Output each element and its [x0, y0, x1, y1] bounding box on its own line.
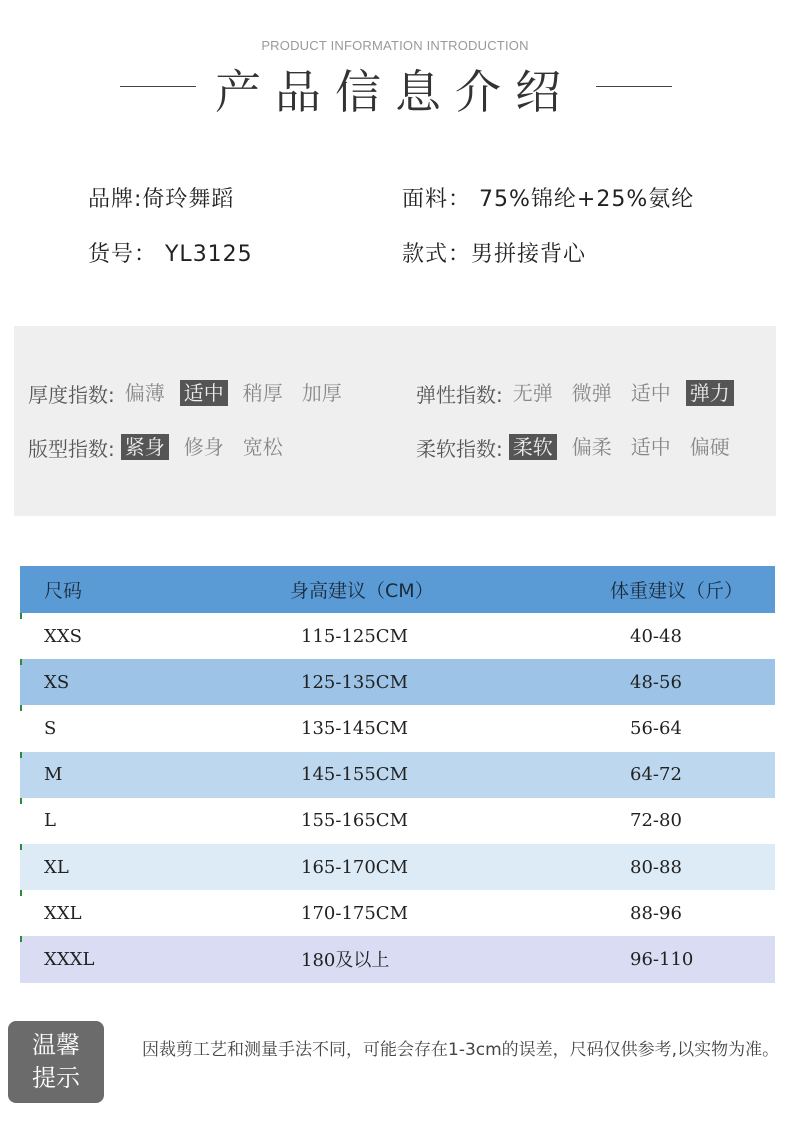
size-cell: L [44, 810, 56, 832]
size-table [20, 566, 775, 983]
style-info: 款式：男拼接背心 [402, 242, 587, 267]
rating-thickness [28, 380, 357, 406]
table-row [20, 752, 775, 798]
table-row [20, 936, 775, 982]
rating-elasticity [416, 380, 745, 406]
rating-option-selected: 适中 [180, 380, 228, 406]
height-cell: 165-170CM [301, 856, 408, 878]
height-cell: 180及以上 [301, 950, 390, 972]
cell-corner-mark [20, 613, 22, 619]
table-body [20, 613, 775, 983]
weight-cell: 96-110 [630, 948, 694, 970]
header-weight: 体重建议（斤） [610, 580, 744, 602]
header-size: 尺码 [44, 580, 83, 602]
size-cell: XL [44, 856, 69, 878]
weight-cell: 88-96 [630, 902, 682, 924]
height-cell: 170-175CM [301, 902, 408, 924]
size-cell: XS [44, 671, 70, 693]
reminder-badge [8, 1021, 104, 1103]
size-cell: XXL [44, 902, 82, 924]
rating-option: 稍厚 [242, 381, 283, 405]
size-cell: XXXL [44, 948, 95, 970]
rating-option: 偏硬 [689, 435, 730, 459]
weight-cell: 80-88 [630, 856, 682, 878]
section-subtitle: PRODUCT INFORMATION INTRODUCTION [261, 38, 529, 53]
cell-corner-mark [20, 890, 22, 896]
weight-cell: 56-64 [630, 717, 682, 739]
rating-label: 弹性指数: [416, 382, 503, 407]
rating-option: 宽松 [242, 435, 283, 459]
height-cell: 145-155CM [301, 764, 408, 786]
table-row [20, 798, 775, 844]
size-cell: XXS [44, 625, 82, 647]
cell-corner-mark [20, 844, 22, 850]
item-number-info: 货号： YL3125 [88, 242, 253, 267]
height-cell: 125-135CM [301, 671, 408, 693]
header-height: 身高建议（CM） [290, 580, 434, 602]
reminder-badge-line2: 提示 [32, 1064, 80, 1092]
table-header-row [20, 566, 775, 613]
rating-option: 修身 [183, 435, 224, 459]
height-cell: 115-125CM [301, 625, 408, 647]
rating-option: 无弹 [512, 381, 553, 405]
rating-label: 版型指数: [28, 436, 115, 461]
rating-option: 适中 [630, 435, 671, 459]
cell-corner-mark [20, 936, 22, 942]
reminder-text: 因裁剪工艺和测量手法不同，可能会存在1-3cm的误差，尺码仅供参考,以实物为准。 [142, 1040, 780, 1060]
cell-corner-mark [20, 752, 22, 758]
cell-corner-mark [20, 659, 22, 665]
rating-option-selected: 紧身 [121, 434, 169, 460]
weight-cell: 64-72 [630, 764, 682, 786]
table-row [20, 659, 775, 705]
title-divider-right [596, 86, 672, 87]
weight-cell: 72-80 [630, 810, 682, 832]
table-row [20, 705, 775, 751]
height-cell: 135-145CM [301, 717, 408, 739]
cell-corner-mark [20, 705, 22, 711]
table-row [20, 613, 775, 659]
rating-option: 加厚 [301, 381, 342, 405]
rating-label: 厚度指数: [28, 382, 115, 407]
rating-option: 微弹 [571, 381, 612, 405]
table-row [20, 890, 775, 936]
fabric-info: 面料： 75%锦纶+25%氨纶 [402, 187, 695, 212]
weight-cell: 48-56 [630, 671, 682, 693]
section-title: 产品信息介绍 [215, 65, 575, 119]
rating-option-selected: 柔软 [509, 434, 557, 460]
reminder-badge-line1: 温馨 [32, 1031, 80, 1059]
rating-fit [28, 434, 298, 460]
rating-label: 柔软指数: [416, 436, 503, 461]
rating-softness [416, 434, 745, 460]
size-cell: S [44, 717, 57, 739]
rating-option: 适中 [630, 381, 671, 405]
size-cell: M [44, 764, 63, 786]
cell-corner-mark [20, 798, 22, 804]
rating-option: 偏薄 [124, 381, 165, 405]
rating-panel [14, 326, 776, 516]
table-row [20, 844, 775, 890]
rating-option-selected: 弹力 [686, 380, 734, 406]
height-cell: 155-165CM [301, 810, 408, 832]
weight-cell: 40-48 [630, 625, 682, 647]
rating-option: 偏柔 [571, 435, 612, 459]
brand-info: 品牌:倚玲舞蹈 [88, 187, 235, 212]
